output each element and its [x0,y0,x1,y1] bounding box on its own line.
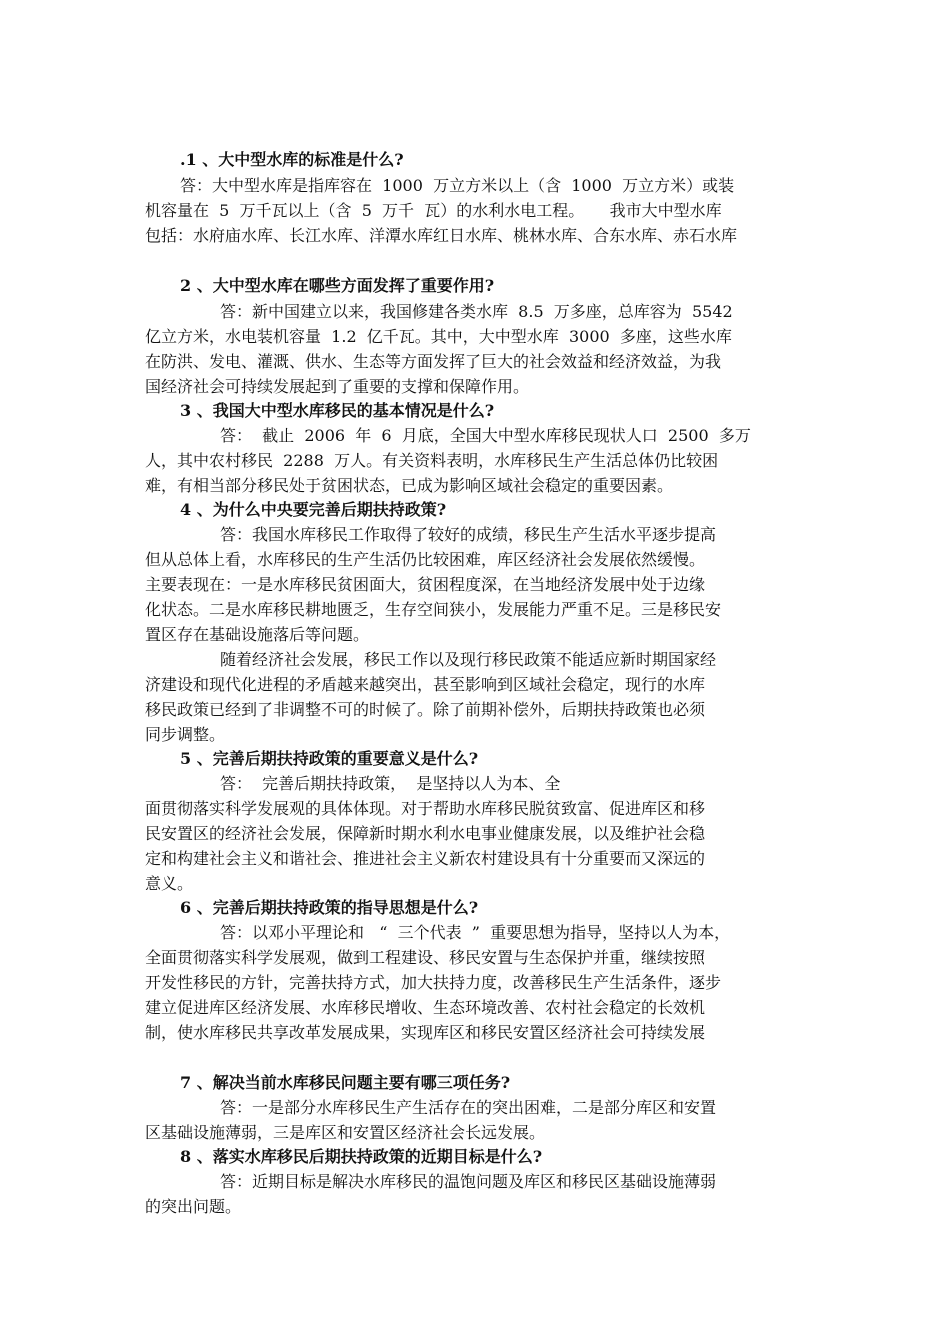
answer-line: 民安置区的经济社会发展，保障新时期水利水电事业健康发展，以及维护社会稳 [145,824,706,843]
answer-line: 面贯彻落实科学发展观的具体体现。对于帮助水库移民脱贫致富、促进库区和移 [145,799,706,818]
answer-line: 答：一是部分水库移民生产生活存在的突出困难，二是部分库区和安置 [220,1098,717,1117]
answer-line: 区基础设施薄弱，三是库区和安置区经济社会长远发展。 [145,1123,546,1142]
answer-line: 难，有相当部分移民处于贫困状态，已成为影响区域社会稳定的重要因素。 [145,476,674,495]
question-heading: 7 、解决当前水库移民问题主要有哪三项任务? [180,1073,511,1092]
question-heading: 4 、为什么中央要完善后期扶持政策? [180,500,447,519]
answer-line: 定和构建社会主义和谐社会、推进社会主义新农村建设具有十分重要而又深远的 [145,849,706,868]
question-heading: 6 、完善后期扶持政策的指导思想是什么? [180,898,479,917]
answer-line: 人，其中农村移民 2288 万人。有关资料表明，水库移民生产生活总体仍比较困 [145,451,719,470]
question-heading: 5 、完善后期扶持政策的重要意义是什么? [180,749,479,768]
answer-line: 机容量在 5 万千瓦以上（含 5 万千 瓦）的水利水电工程。 我市大中型水库 [145,201,722,220]
answer-line: 答： 截止 2006 年 6 月底，全国大中型水库移民现状人口 2500 多万 [220,426,751,445]
answer-line: 开发性移民的方针，完善扶持方式，加大扶持力度，改善移民生产生活条件，逐步 [145,973,722,992]
answer-line: 但从总体上看，水库移民的生产生活仍比较困难，库区经济社会发展依然缓慢。 [145,550,706,569]
answer-line: 随着经济社会发展，移民工作以及现行移民政策不能适应新时期国家经 [220,650,717,669]
question-heading: .1 、大中型水库的标准是什么? [180,150,404,169]
answer-line: 答：我国水库移民工作取得了较好的成绩，移民生产生活水平逐步提高 [220,525,717,544]
answer-line: 包括：水府庙水库、长江水库、洋潭水库红日水库、桃林水库、合东水库、赤石水库 [145,226,738,245]
answer-line: 置区存在基础设施落后等问题。 [145,625,370,644]
answer-line: 亿立方米，水电装机容量 1.2 亿千瓦。其中，大中型水库 3000 多座，这些水库 [145,327,732,346]
answer-line: 同步调整。 [145,725,226,744]
answer-line: 化状态。二是水库移民耕地匮乏，生存空间狭小，发展能力严重不足。三是移民安 [145,600,722,619]
answer-line: 在防洪、发电、灌溉、供水、生态等方面发挥了巨大的社会效益和经济效益，为我 [145,352,722,371]
answer-line: 全面贯彻落实科学发展观，做到工程建设、移民安置与生态保护并重，继续按照 [145,948,706,967]
question-heading: 3 、我国大中型水库移民的基本情况是什么? [180,401,495,420]
answer-line: 答： 完善后期扶持政策， 是坚持以人为本、全 [220,774,561,793]
answer-line: 答：近期目标是解决水库移民的温饱问题及库区和移民区基础设施薄弱 [220,1172,717,1191]
answer-line: 主要表现在：一是水库移民贫困面大，贫困程度深，在当地经济发展中处于边缘 [145,575,706,594]
answer-line: 济建设和现代化进程的矛盾越来越突出，甚至影响到区域社会稳定，现行的水库 [145,675,706,694]
answer-line: 国经济社会可持续发展起到了重要的支撑和保障作用。 [145,377,530,396]
answer-line: 制，使水库移民共享改革发展成果，实现库区和移民安置区经济社会可持续发展 [145,1023,706,1042]
question-heading: 2 、大中型水库在哪些方面发挥了重要作用? [180,276,495,295]
answer-line: 意义。 [145,874,194,893]
answer-line: 答：以邓小平理论和 “ 三个代表 ” 重要思想为指导，坚持以人为本， [220,923,731,942]
answer-line: 建立促进库区经济发展、水库移民增收、生态环境改善、农村社会稳定的长效机 [145,998,706,1017]
question-heading: 8 、落实水库移民后期扶持政策的近期目标是什么? [180,1147,543,1166]
answer-line: 答：大中型水库是指库容在 1000 万立方米以上（含 1000 万立方米）或装 [180,176,735,195]
answer-line: 移民政策已经到了非调整不可的时候了。除了前期补偿外，后期扶持政策也必须 [145,700,706,719]
answer-line: 的突出问题。 [145,1197,242,1216]
answer-line: 答：新中国建立以来，我国修建各类水库 8.5 万多座，总库容为 5542 [220,302,733,321]
